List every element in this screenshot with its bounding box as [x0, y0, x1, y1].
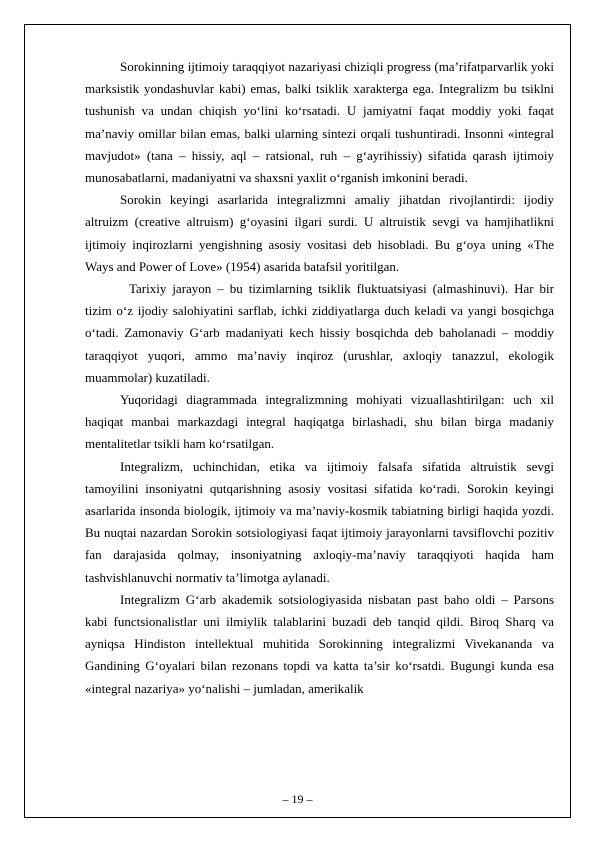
paragraph-reception: Integralizm G‘arb akademik sotsiologiyasida nisbatan past baho oldi – Parsons kabi functsionalistlar uni ilmiylik talablarini buzadi deb tanqid qildi. Biroq Sharq va ayniqsa Hindiston intellektual muhitida Sorokinning integralizmi Vivekananda va Gandining G‘oyalari bilan rezonans topdi va katta ta’sir ko‘rsatdi. Bugungi kunda esa «integral nazariya» yo‘nalishi – jumladan, amerikalik	[85, 591, 554, 696]
body-text	[85, 56, 554, 700]
paragraph-creative-altruism: Sorokin keyingi asarlarida integralizmni amaliy jihatdan rivojlantirdi: ijodiy altruizm (creative altruism) g‘oyasini ilgari surdi. U altruistik sevgi va hamjihatlikni ijtimoiy inqirozlarni yengishning asosiy vositasi deb hisobladi. Bu g‘oya uning «The Ways and Power of Love» (1954) asarida batafsil yoritilgan.	[85, 192, 554, 274]
paragraph-ethics-altruism: Integralizm, uchinchidan, etika va ijtimoiy falsafa sifatida altruistik sevgi tamoyilini insoniyatni qutqarishning asosiy vositasi sifatida ko‘radi. Sorokin keyingi asarlarida insonda biologik, ijtimoiy va ma’naviy-kosmik tabiatning birligi haqida yozdi. Bu nuqtai nazardan Sorokin sotsiologiyasi faqat ijtimoiy jarayonlarni tavsiflovchi pozitiv fan darajasida qolmay, insoniyatning axloqiy-ma’naviy taraqqiyoti haqida ham tashvishlanuvchi normativ ta’limotga aylanadi.	[85, 458, 554, 585]
paragraph-historical-process: Tarixiy jarayon – bu tizimlarning tsiklik fluktuatsiyasi (almashinuvi). Har bir tizim o‘z ijodiy salohiyatini sarflab, ichki ziddiyatlarga duch keladi va yangi bosqichga o‘tadi. Zamonaviy G‘arb madaniyati kech hissiy bosqichda deb baholanadi – moddiy taraqqiyot yuqori, ammo ma’naviy inqiroz (urushlar, axloqiy tanazzul, ekologik muammolar) kuzatiladi.	[85, 281, 554, 385]
paragraph-diagram-note: Yuqoridagi diagrammada integralizmning mohiyati vizuallashtirilgan: uch xil haqiqat manbai markazdagi integral haqiqatga birlashadi, shu bilan birga madaniy mentalitetlar tsikli ham ko‘rsatilgan.	[85, 392, 554, 452]
paragraph-cyclical-progress: Sorokinning ijtimoiy taraqqiyot nazariyasi chiziqli progress (ma’rifatparvarlik yoki marksistik yondashuvlar kabi) emas, balki tsiklik xarakterga ega. Integralizm bu tsiklni tushunish va undan chiqish yo‘lini ko‘rsatadi. U jamiyatni faqat moddiy yoki faqat ma’naviy omillar bilan emas, balki ularning sintezi orqali tushuntiradi. Insonni «integral mavjudot» (tana – hissiy, aql – ratsional, ruh – g‘ayrihissiy) sifatida qarash ijtimoiy munosabatlarni, madaniyatni va shaxsni yaxlit o‘rganish imkonini beradi.	[85, 59, 554, 186]
page-number: – 19 –	[282, 792, 313, 806]
